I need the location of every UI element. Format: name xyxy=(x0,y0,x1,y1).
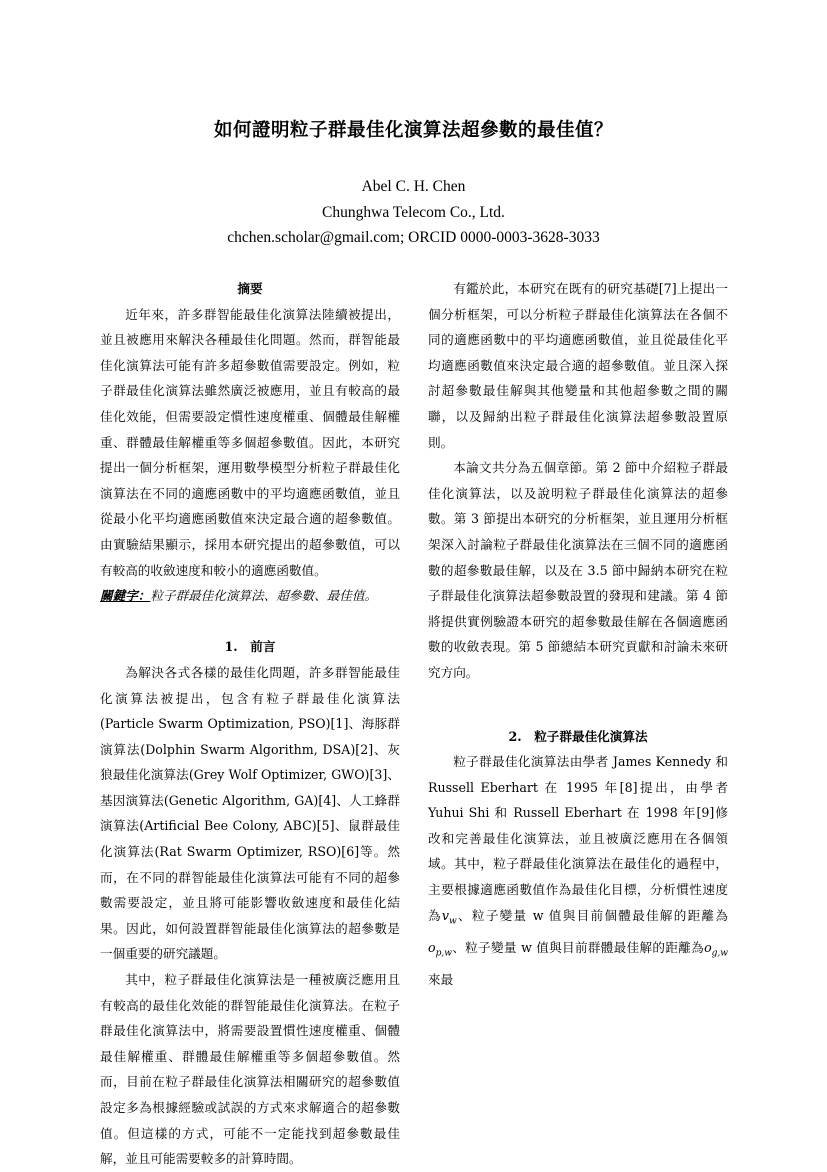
author-name: Abel C. H. Chen xyxy=(361,178,466,195)
section2-paragraph-1 xyxy=(428,749,728,992)
abstract-heading: 摘要 xyxy=(237,281,263,296)
keywords-label: 關鍵字： xyxy=(100,588,151,604)
section2-text-d: 來最 xyxy=(428,971,454,987)
keywords-text: 粒子群最佳化演算法、超參數、最佳值。 xyxy=(150,588,378,604)
section2-text-b: 、粒子變量 w 值與目前個體最佳解的距離為 xyxy=(456,907,728,923)
section2-text-c: 、粒子變量 w 值與目前群體最佳解的距離為 xyxy=(451,939,705,955)
symbol-o-pw: $o_{p,w}$ xyxy=(428,939,452,959)
section1-paragraph-2: 其中，粒子群最佳化演算法是一種被廣泛應用且有較高的最佳化效能的群智能最佳化演算法。在粒子群最佳化演算法中，將需要設置慣性速度權重、個體最佳解權重、群體最佳解權重等多個超參數值。然而，目前在粒子群最佳化演算法相關研究的超參數值設定多為根據經驗或試誤的方式來求解適合的超參數值。但這樣的方式，可能不一定能找到超參數最佳解，並且可能需要較多的計算時間。 xyxy=(100,972,400,1167)
section1-heading: 1. 前言 xyxy=(224,639,276,655)
paper-title: 如何證明粒子群最佳化演算法超參數的最佳值？ xyxy=(213,120,613,141)
symbol-v-w: $v_w$ xyxy=(441,907,457,927)
section1-paragraph-3: 有鑑於此，本研究在既有的研究基礎[7]上提出一個分析框架，可以分析粒子群最佳化演算法在各個不同的適應函數中的平均適應函數值，並且從最佳化平均適應函數值來決定最合適的超參數值。並且深入探討超參數最佳解與其他變量和其他超參數之間的關聯，以及歸納出粒子群最佳化演算法超參數設置原則。 xyxy=(428,281,728,450)
section1-paragraph-1: 為解決各式各樣的最佳化問題，許多群智能最佳化演算法被提出，包含有粒子群最佳化演算法(Particle Swarm Optimization, PSO)[1]、海豚群演算法(Dolphin Swarm Algorithm, DSA)[2]、灰狼最佳化演算法(Grey Wolf Optimizer, GWO)[3]、基因演算法(Genetic Algorithm, GA)[4]、人工蜂群演算法(Artificial Bee Colony, ABC)[5]、鼠群最佳化演算法(Rat Swarm Optimizer, RSO)[6]等。然而，在不同的群智能最佳化演算法可能有不同的超參數需要設定，並且將可能影響收斂速度和最佳化結果。因此，如何設置群智能最佳化演算法的超參數是一個重要的研究議題。 xyxy=(100,664,400,962)
symbol-o-gw: $o_{g,w}$ xyxy=(704,939,728,959)
right-column xyxy=(428,276,728,992)
section2-heading: 2. 粒子群最佳化演算法 xyxy=(508,728,648,744)
author-contact: chchen.scholar@gmail.com; ORCID 0000-0003-3628-3033 xyxy=(227,229,600,246)
author-affiliation: Chunghwa Telecom Co., Ltd. xyxy=(322,204,505,221)
abstract-text: 近年來，許多群智能最佳化演算法陸續被提出，並且被應用來解決各種最佳化問題。然而，群智能最佳化演算法可能有許多超參數值需要設定。例如，粒子群最佳化演算法雖然廣泛被應用，並且有較高的最佳化效能，但需要設定慣性速度權重、個體最佳解權重、群體最佳解權重等多個超參數值。因此，本研究提出一個分析框架，運用數學模型分析粒子群最佳化演算法在不同的適應函數中的平均適應函數值，並且從最小化平均適應函數值來決定最合適的超參數值。由實驗結果顯示，採用本研究提出的超參數值，可以有較高的收斂速度和較小的適應函數值。 xyxy=(100,306,400,578)
left-column xyxy=(100,276,400,1172)
keywords xyxy=(100,583,400,609)
section2-text-a: 粒子群最佳化演算法由學者 James Kennedy 和 Russell Eberhart 在 1995 年[8]提出，由學者 Yuhui Shi 和 Russell Eberhart 在 1998 年[9]修改和完善最佳化演算法，並且被廣泛應用在各個領域。其中，粒子群最佳化演算法在最佳化的過程中，主要根據適應函數值作為最佳化目標，分析慣性速度為 xyxy=(428,754,728,923)
section1-paragraph-4: 本論文共分為五個章節。第 2 節中介紹粒子群最佳化演算法，以及說明粒子群最佳化演算法的超參數。第 3 節提出本研究的分析框架，並且運用分析框架深入討論粒子群最佳化演算法在三個不同的適應函數的超參數最佳解，以及在 3.5 節中歸納本研究在粒子群最佳化演算法超參數設置的發現和建議。第 4 節將提供實例驗證本研究的超參數最佳解在各個適應函數的收斂表現。第 5 節總結本研究貢獻和討論未來研究方向。 xyxy=(428,460,728,680)
